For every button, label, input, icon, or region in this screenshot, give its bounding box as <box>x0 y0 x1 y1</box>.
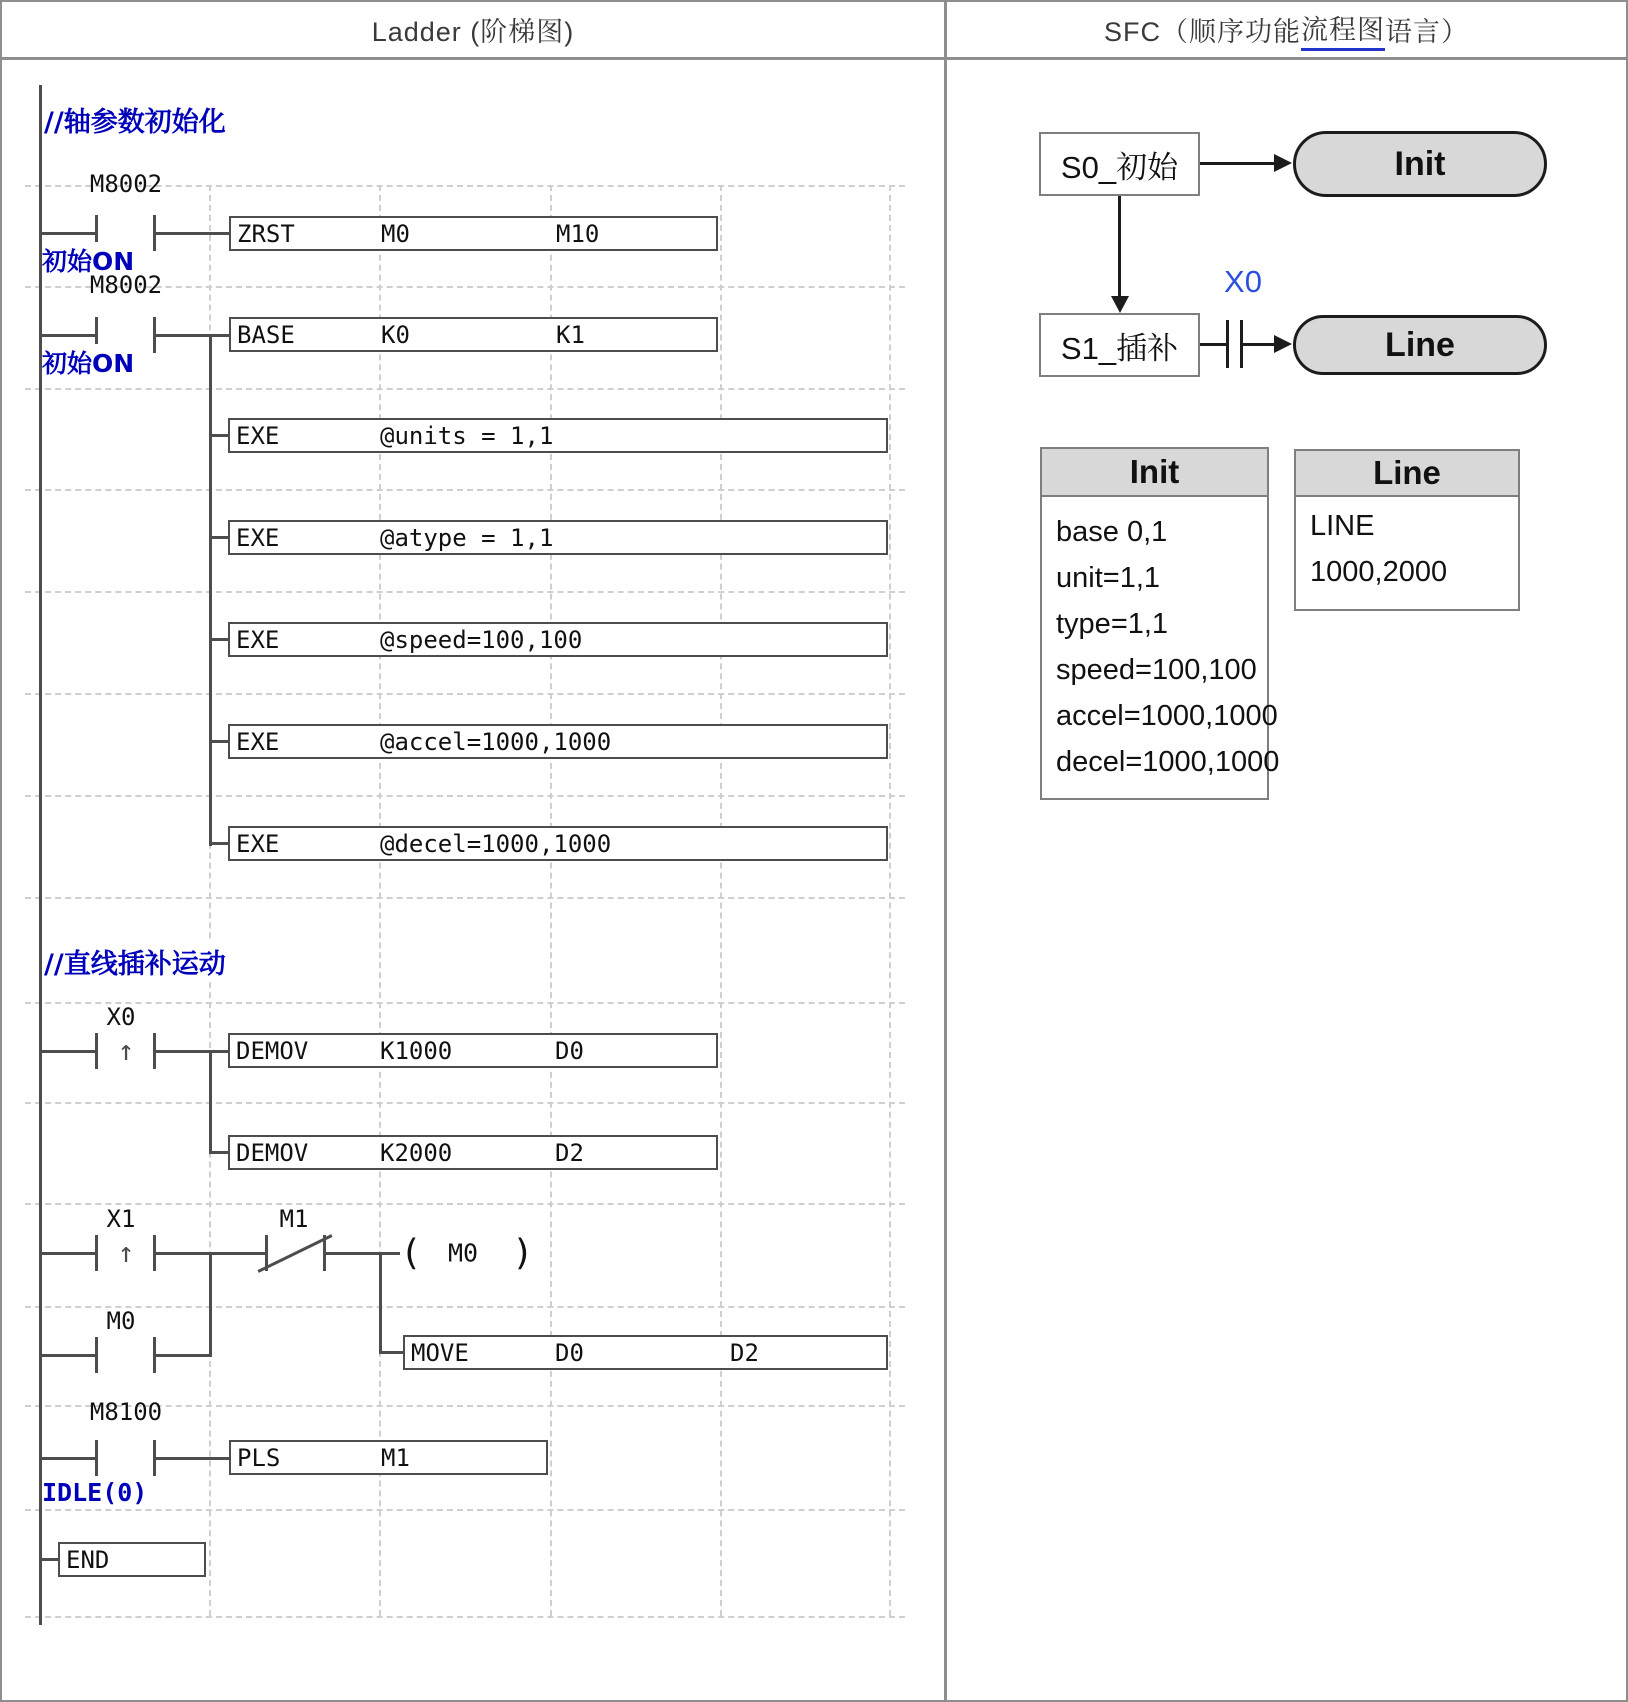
grid-row-line <box>25 693 905 695</box>
contact-bar <box>95 1033 98 1069</box>
coil-close-paren: ) <box>512 1232 534 1274</box>
action-label: Line <box>1385 325 1455 364</box>
contact-bar <box>95 1235 98 1271</box>
zrst-instruction-box <box>229 216 718 251</box>
operand-2: K1 <box>556 320 585 349</box>
sfc-action-init <box>1293 131 1547 197</box>
wire <box>39 1457 95 1460</box>
step-label: S0_初始 <box>1060 149 1179 185</box>
op-mnemonic: PLS <box>237 1443 281 1472</box>
wire <box>156 334 229 337</box>
contact-label-m8100: M8100 <box>89 1398 163 1426</box>
contact-label-m8002: M8002 <box>89 170 163 198</box>
wire <box>39 1558 58 1561</box>
grid-row-line <box>25 1002 905 1004</box>
contact-label-x1: X1 <box>106 1205 136 1233</box>
end-instruction-box <box>58 1542 206 1577</box>
sfc-title-suffix: 语言） <box>1385 17 1469 47</box>
grid-row-line <box>25 1509 905 1511</box>
operand-2: D0 <box>555 1036 584 1065</box>
exe-expression: @atype = 1,1 <box>380 523 554 552</box>
op-mnemonic: EXE <box>236 625 280 654</box>
branch-wire <box>209 1252 212 1357</box>
op-mnemonic: EXE <box>236 421 280 450</box>
operand-1: K0 <box>381 320 410 349</box>
table-title: Line <box>1373 454 1441 491</box>
pls-instruction-box <box>229 1440 548 1475</box>
header-separator <box>0 57 1628 60</box>
grid-row-line <box>25 795 905 797</box>
contact-note-init-on: 初始ON <box>42 344 137 380</box>
init-table-body <box>1040 497 1280 800</box>
arrow-right-icon <box>1274 335 1292 353</box>
table-title: Init <box>1129 453 1180 490</box>
wire <box>39 1354 95 1357</box>
panel-divider <box>944 0 947 1702</box>
wire <box>209 842 228 845</box>
exe-expression: @accel=1000,1000 <box>380 727 612 756</box>
grid-row-line <box>25 388 905 390</box>
op-mnemonic: EXE <box>236 727 280 756</box>
grid-column-line <box>720 185 722 1616</box>
wire <box>39 334 95 337</box>
init-line: speed=100,100 <box>1056 654 1257 686</box>
operand-1: K2000 <box>380 1138 453 1167</box>
op-mnemonic: EXE <box>236 523 280 552</box>
contact-bar <box>95 1440 98 1476</box>
rising-edge-icon: ↑ <box>117 1236 135 1269</box>
coil-device: M0 <box>448 1238 479 1268</box>
arrow-down-icon <box>1111 296 1129 313</box>
line-table-header <box>1294 449 1520 497</box>
line-table-line: LINE 1000,2000 <box>1310 510 1448 588</box>
wire <box>209 638 228 641</box>
comment-linear-interpolation: //直线插补运动 <box>44 942 231 981</box>
transition-contact-bar <box>1226 320 1229 368</box>
move-instruction-box <box>403 1335 888 1370</box>
sfc-wire <box>1200 162 1274 165</box>
sfc-step-s0 <box>1039 132 1200 196</box>
exe-speed-box <box>228 622 888 657</box>
grid-row-line <box>25 489 905 491</box>
grid-row-line <box>25 1306 905 1308</box>
sfc-panel-title <box>947 2 1626 57</box>
sfc-wire <box>1118 196 1121 296</box>
contact-label-m0: M0 <box>106 1307 136 1335</box>
wire <box>379 1351 403 1354</box>
grid-column-line <box>379 185 381 1616</box>
sfc-action-line <box>1293 315 1547 375</box>
exe-expression: @decel=1000,1000 <box>380 829 612 858</box>
wire <box>209 434 228 437</box>
demov-k1000-box <box>228 1033 718 1068</box>
init-line: type=1,1 <box>1056 608 1169 640</box>
exe-expression: @units = 1,1 <box>380 421 554 450</box>
grid-row-line <box>25 1616 905 1618</box>
init-line: unit=1,1 <box>1056 562 1161 594</box>
op-mnemonic: ZRST <box>237 219 295 248</box>
contact-label-m8002: M8002 <box>89 271 163 299</box>
op-mnemonic: DEMOV <box>236 1138 309 1167</box>
contact-note-idle: IDLE(0) <box>42 1478 150 1507</box>
grid-row-line <box>25 591 905 593</box>
wire <box>209 536 228 539</box>
op-mnemonic: BASE <box>237 320 295 349</box>
op-mnemonic: MOVE <box>411 1338 469 1367</box>
comment-axis-init: //轴参数初始化 <box>44 100 231 139</box>
contact-bar <box>95 1337 98 1373</box>
left-power-rail <box>39 85 42 1625</box>
exe-units-box <box>228 418 888 453</box>
operand-1: M0 <box>381 219 410 248</box>
exe-expression: @speed=100,100 <box>380 625 583 654</box>
wire <box>156 1457 229 1460</box>
coil-open-paren: ( <box>400 1232 422 1274</box>
output-coil-m0 <box>396 1232 534 1274</box>
init-line: decel=1000,1000 <box>1056 746 1280 778</box>
sfc-title-prefix: SFC（顺序功能 <box>1104 17 1301 47</box>
op-mnemonic: EXE <box>236 829 280 858</box>
wire <box>326 1252 400 1255</box>
wire <box>39 232 95 235</box>
base-instruction-box <box>229 317 718 352</box>
grid-column-line <box>889 185 891 1616</box>
contact-label-x0: X0 <box>106 1003 136 1031</box>
operand-1: K1000 <box>380 1036 453 1065</box>
init-line: base 0,1 <box>1056 516 1168 548</box>
operand-2: M10 <box>556 219 600 248</box>
operand-2: D2 <box>555 1138 584 1167</box>
wire <box>209 1151 228 1154</box>
ladder-panel-title <box>2 2 944 57</box>
wire <box>39 1252 95 1255</box>
branch-wire <box>209 1050 212 1153</box>
grid-row-line <box>25 1102 905 1104</box>
branch-wire <box>209 334 212 846</box>
ladder-title-text: Ladder (阶梯图) <box>371 17 575 47</box>
sfc-wire <box>1200 343 1226 346</box>
operand-2: D2 <box>730 1338 759 1367</box>
action-label: Init <box>1394 144 1446 183</box>
operand-1: D0 <box>555 1338 584 1367</box>
grid-column-line <box>550 185 552 1616</box>
wire <box>39 1050 95 1053</box>
contact-label-m1: M1 <box>279 1205 309 1233</box>
op-mnemonic: DEMOV <box>236 1036 309 1065</box>
line-table-body <box>1294 497 1520 611</box>
sfc-title-link[interactable]: 流程图 <box>1301 8 1385 51</box>
init-line: accel=1000,1000 <box>1056 700 1278 732</box>
branch-wire <box>379 1252 382 1354</box>
wire <box>156 1050 228 1053</box>
rising-edge-icon: ↑ <box>117 1034 135 1067</box>
step-label: S1_插补 <box>1060 330 1179 366</box>
exe-decel-box <box>228 826 888 861</box>
sfc-wire <box>1243 343 1274 346</box>
contact-note-init-on: 初始ON <box>42 242 137 278</box>
wire <box>156 232 229 235</box>
grid-row-line <box>25 1203 905 1205</box>
arrow-right-icon <box>1274 154 1292 172</box>
grid-row-line <box>25 897 905 899</box>
exe-accel-box <box>228 724 888 759</box>
op-mnemonic: END <box>66 1545 110 1574</box>
wire <box>156 1354 212 1357</box>
transition-label-x0: X0 <box>1224 264 1262 299</box>
wire <box>209 740 228 743</box>
operand-1: M1 <box>381 1443 410 1472</box>
sfc-step-s1 <box>1039 313 1200 377</box>
init-table-header <box>1040 447 1269 497</box>
demov-k2000-box <box>228 1135 718 1170</box>
normally-closed-slash-icon <box>257 1234 332 1273</box>
exe-atype-box <box>228 520 888 555</box>
